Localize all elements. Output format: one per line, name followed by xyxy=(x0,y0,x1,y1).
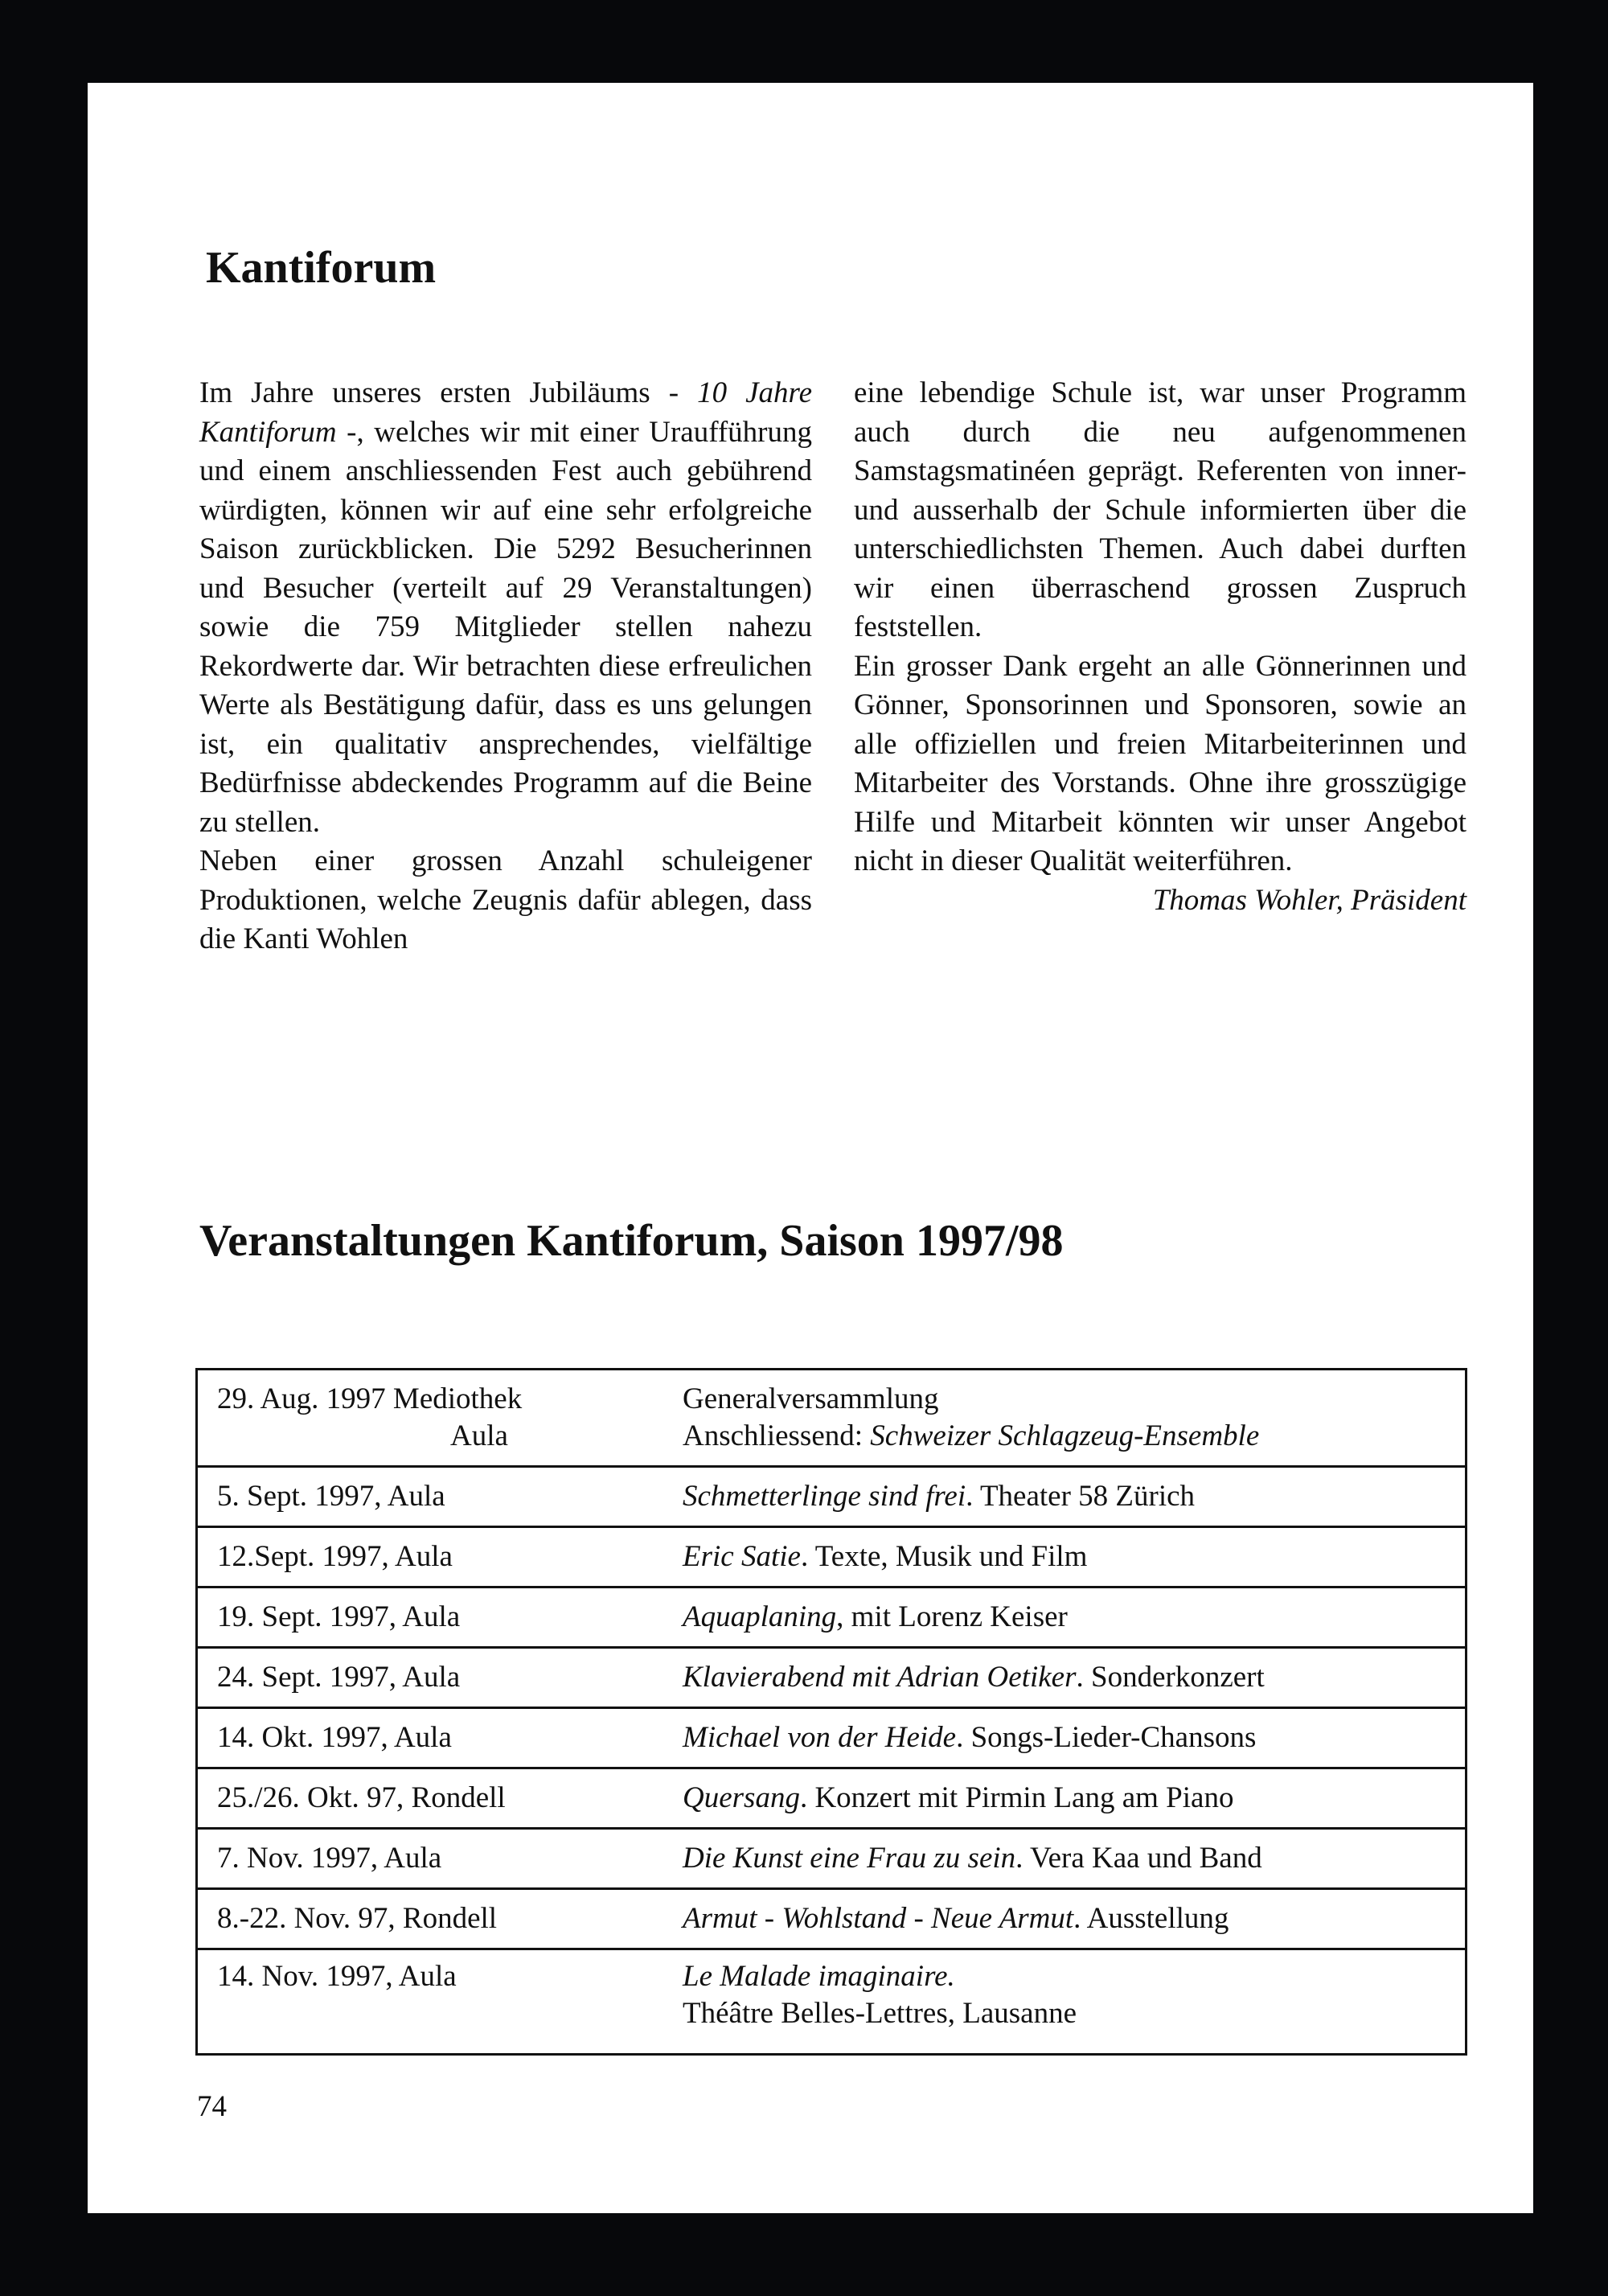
article-title: Kantiforum xyxy=(206,243,437,293)
table-row xyxy=(197,1648,1466,1708)
table-row xyxy=(197,1829,1466,1889)
table-row xyxy=(197,1527,1466,1587)
event-date: 19. Sept. 1997, Aula xyxy=(197,1587,664,1648)
event-description-cell xyxy=(663,1648,1466,1708)
event-description-cell xyxy=(663,1829,1466,1889)
event-title: Quersang xyxy=(683,1781,800,1814)
table-row xyxy=(197,1768,1466,1829)
event-date: 8.-22. Nov. 97, Rondell xyxy=(197,1889,664,1949)
event-text: . Texte, Musik und Film xyxy=(800,1540,1088,1573)
page-number: 74 xyxy=(197,2090,227,2123)
intro-paragraph xyxy=(199,374,812,842)
program-paragraph: eine lebendige Schule ist, war unser Programm auch durch die neu aufgenommenen Samstagsmatinéen geprägt. Referenten von inner- und ausserhalb der Schule informierten über die unterschiedlichsten Themen. Auch dabei durften wir einen überraschend grossen Zuspruch feststellen. xyxy=(854,376,1466,643)
event-text: . Theater 58 Zürich xyxy=(966,1480,1196,1513)
event-text: . Songs-Lieder-Chansons xyxy=(956,1721,1257,1754)
event-description-cell xyxy=(663,1527,1466,1587)
event-description-cell xyxy=(663,1587,1466,1648)
table-row xyxy=(197,1949,1466,2055)
event-text: Anschliessend: xyxy=(683,1419,871,1452)
signature: Thomas Wohler, Präsident xyxy=(1152,883,1466,917)
event-title: Eric Satie xyxy=(683,1540,801,1573)
event-date: 29. Aug. 1997 Mediothek xyxy=(217,1382,523,1415)
event-text: . Vera Kaa und Band xyxy=(1015,1842,1262,1875)
events-table xyxy=(195,1368,1467,2056)
event-text: . Sonderkonzert xyxy=(1076,1661,1265,1694)
text-segment: -, welches wir mit einer Uraufführung und einem anschliessenden Fest auch gebührend würdigten, können wir auf eine sehr erfolgreiche Saison zurückblicken. Die 5292 Besucherinnen und Besucher (verteilt auf 29 Veranstaltungen) sowie die 759 Mitglieder stellen nahezu Rekordwerte dar. Wir betrachten diese erfreulichen Werte als Bestätigung dafür, dass es uns gelungen ist, ein qualitativ ansprechendes, vielfältige Bedürfnisse abdeckendes Programm auf die Beine zu stellen. xyxy=(199,415,812,839)
event-text: , mit Lorenz Keiser xyxy=(836,1600,1068,1633)
event-title: Michael von der Heide xyxy=(683,1721,957,1754)
event-description-cell xyxy=(663,1949,1466,2055)
event-title: Armut - Wohlstand - Neue Armut xyxy=(683,1902,1074,1935)
event-title: Le Malade imaginaire. xyxy=(683,1960,955,1993)
events-title: Veranstaltungen Kantiforum, Saison 1997/98 xyxy=(199,1216,1064,1266)
event-date: 7. Nov. 1997, Aula xyxy=(197,1829,664,1889)
event-title: Aquaplaning xyxy=(683,1600,837,1633)
event-description-cell xyxy=(663,1467,1466,1527)
article-left-column xyxy=(199,374,812,959)
text-segment: Im Jahre unseres ersten Jubiläums - xyxy=(199,376,698,409)
article-right-column xyxy=(854,374,1466,920)
table-row xyxy=(197,1467,1466,1527)
table-row xyxy=(197,1587,1466,1648)
event-title: Die Kunst eine Frau zu sein xyxy=(683,1842,1016,1875)
event-venue: Aula xyxy=(450,1419,508,1452)
event-date: 25./26. Okt. 97, Rondell xyxy=(197,1768,664,1829)
event-subtitle-line xyxy=(683,1418,1465,1455)
event-text: . Ausstellung xyxy=(1073,1902,1229,1935)
event-date: 14. Nov. 1997, Aula xyxy=(197,1949,664,2055)
event-description-cell xyxy=(663,1768,1466,1829)
event-description-cell xyxy=(663,1708,1466,1768)
event-date: 12.Sept. 1997, Aula xyxy=(197,1527,664,1587)
table-row xyxy=(197,1889,1466,1949)
event-description-cell xyxy=(663,1370,1466,1467)
productions-paragraph: Neben einer grossen Anzahl schuleigener Produktionen, welche Zeugnis dafür ablegen, dass die Kanti Wohlen xyxy=(199,844,812,955)
event-text: Generalversammlung xyxy=(683,1382,939,1415)
event-text: . Konzert mit Pirmin Lang am Piano xyxy=(799,1781,1234,1814)
event-date: 14. Okt. 1997, Aula xyxy=(197,1708,664,1768)
table-row xyxy=(197,1370,1466,1467)
event-title: Klavierabend mit Adrian Oetiker xyxy=(683,1661,1077,1694)
event-date-cell xyxy=(197,1370,664,1467)
event-description-cell xyxy=(663,1889,1466,1949)
events-table-body xyxy=(197,1370,1466,2055)
event-performer: Schweizer Schlagzeug-Ensemble xyxy=(870,1419,1260,1452)
anniversary-text: 10 Jahre Kantiforum xyxy=(199,376,813,449)
event-date: 24. Sept. 1997, Aula xyxy=(197,1648,664,1708)
table-row xyxy=(197,1708,1466,1768)
event-title-line xyxy=(683,1381,1465,1418)
thanks-paragraph: Ein grosser Dank ergeht an alle Gönnerinnen und Gönner, Sponsorinnen und Sponsoren, sowie an alle offiziellen und freien Mitarbeiterinnen und Mitarbeiter des Vorstands. Ohne ihre grosszügige Hilfe und Mitarbeit könnten wir unser Angebot nicht in dieser Qualität weiterführen. xyxy=(854,649,1466,877)
event-title: Schmetterlinge sind frei xyxy=(683,1480,966,1513)
event-subtitle: Théâtre Belles-Lettres, Lausanne xyxy=(683,1997,1077,2030)
event-date: 5. Sept. 1997, Aula xyxy=(197,1467,664,1527)
